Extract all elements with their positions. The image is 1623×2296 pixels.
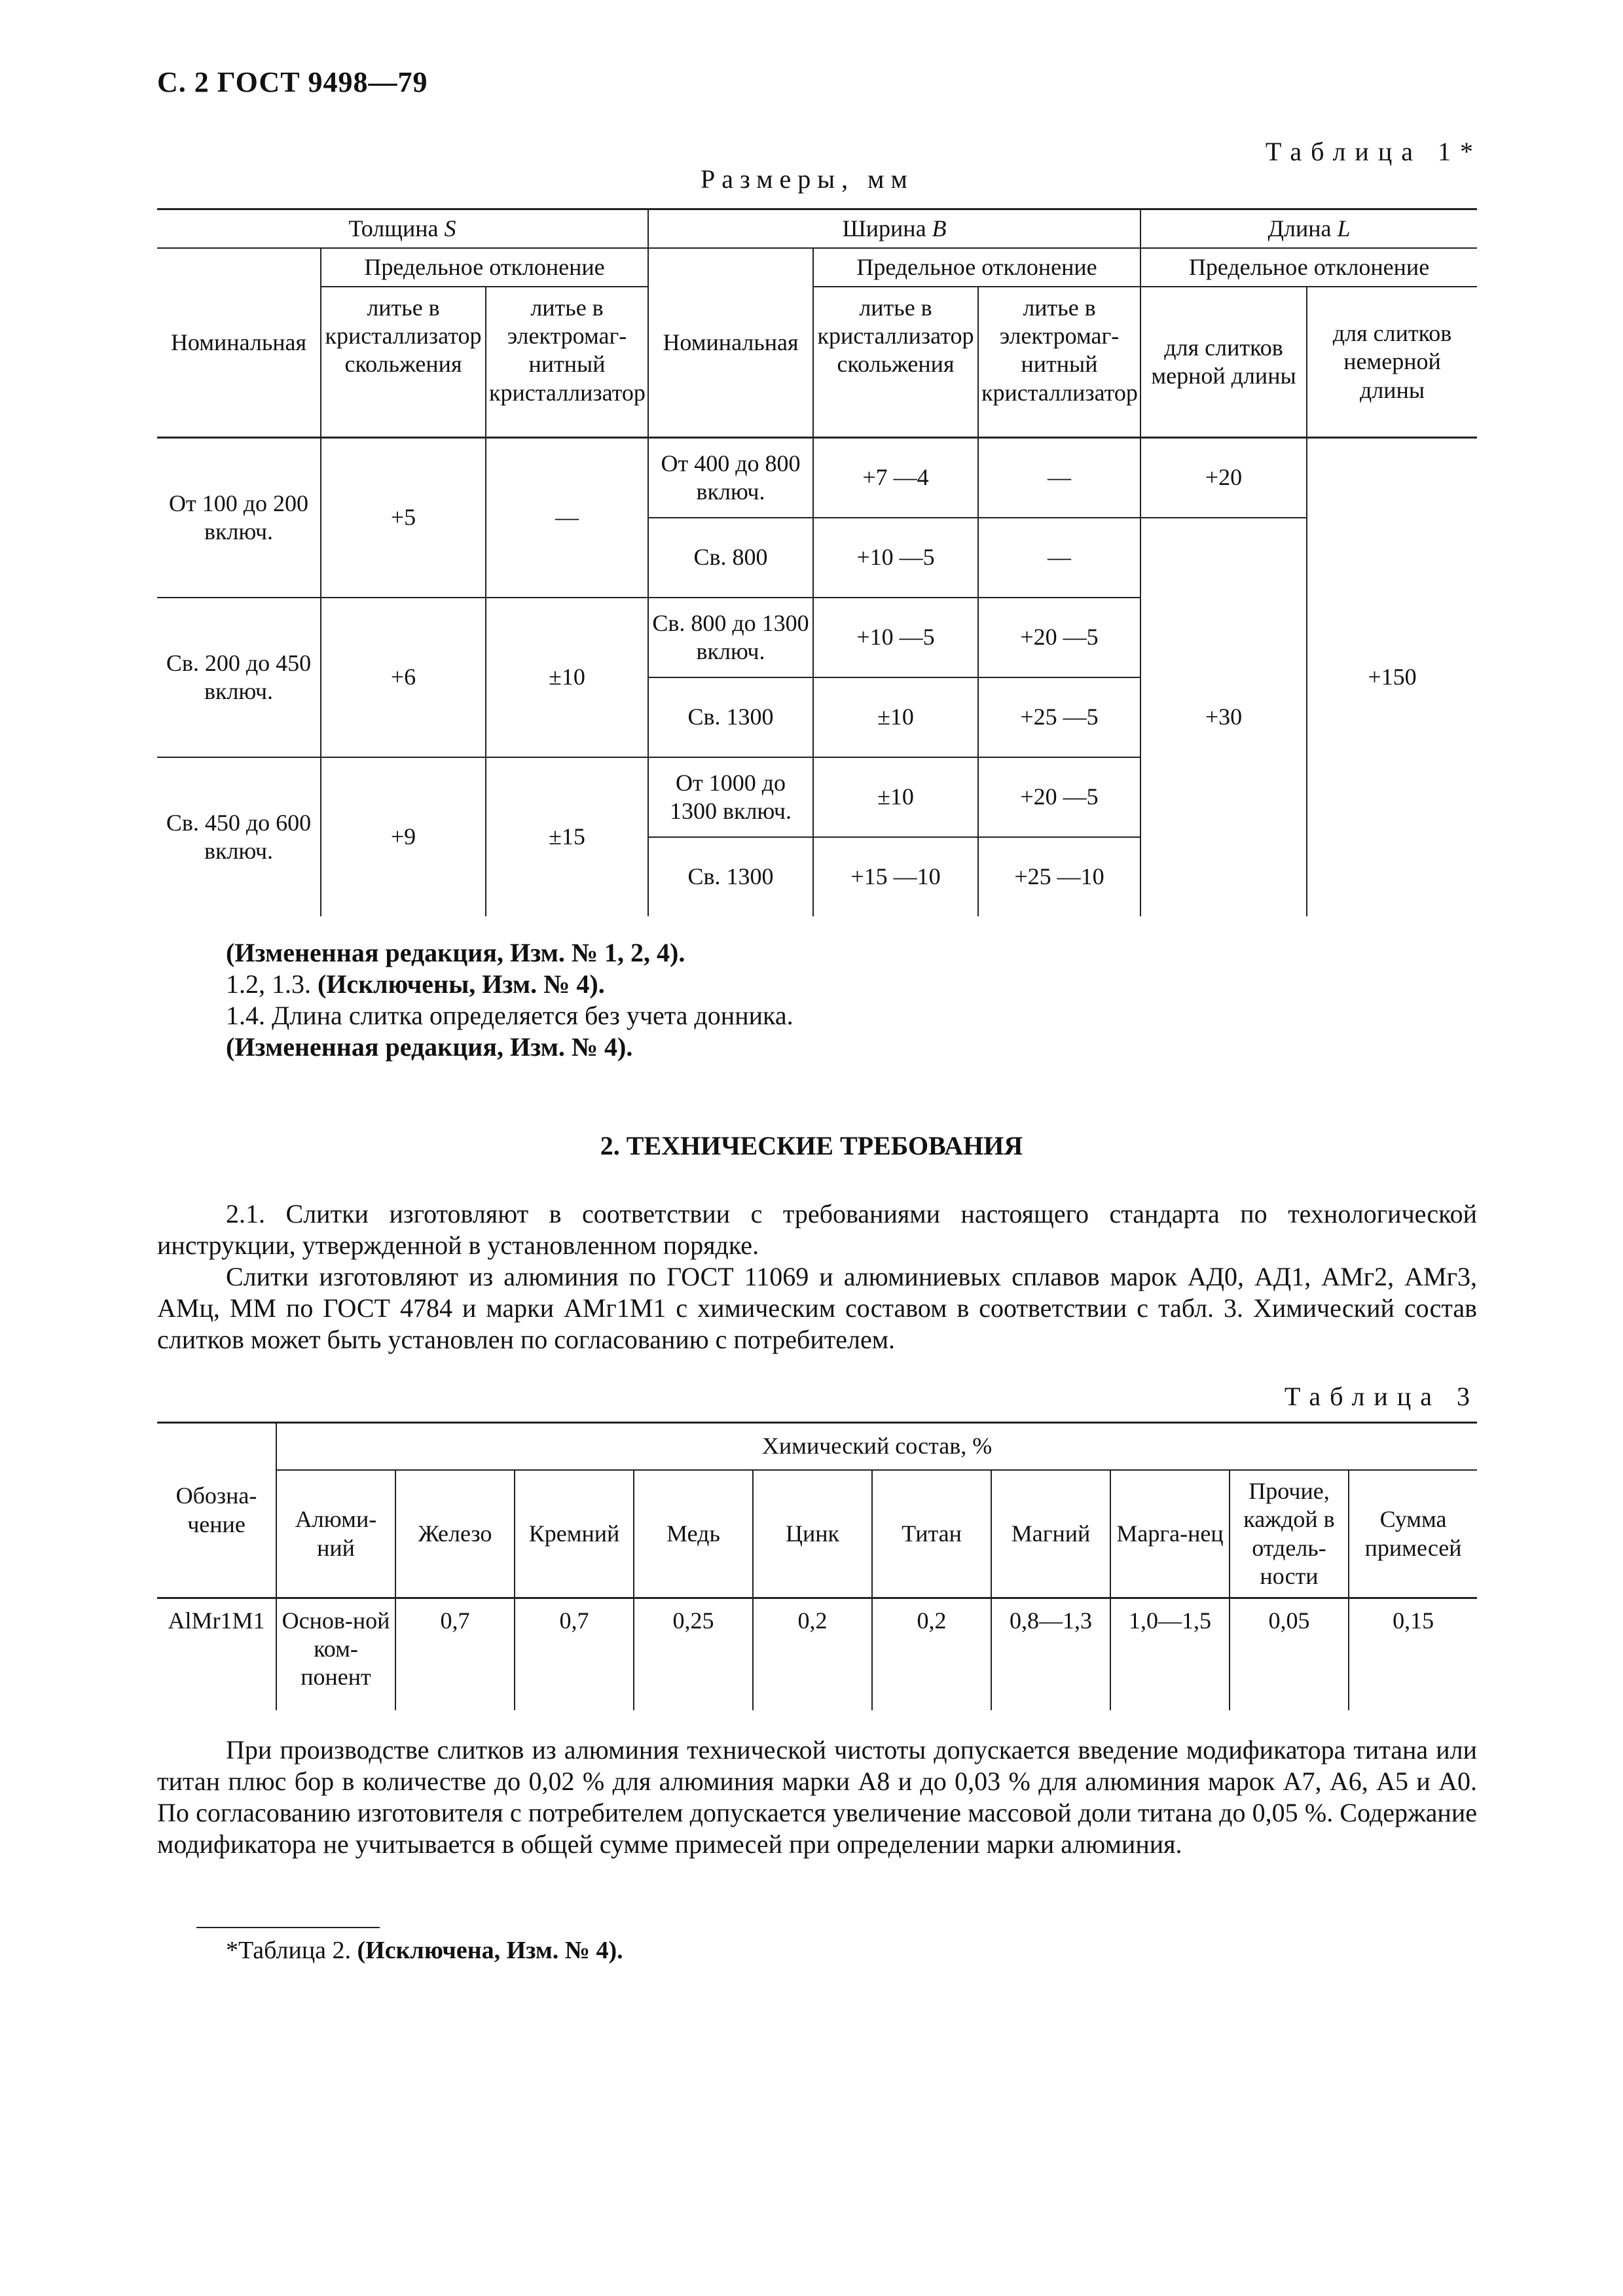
table-chemical-composition bbox=[157, 1422, 1477, 1710]
thickness-slip-2: +6 bbox=[321, 598, 486, 757]
cu-header: Медь bbox=[634, 1470, 753, 1598]
table3-caption: Таблица 3 bbox=[1284, 1382, 1479, 1411]
requirements-text bbox=[157, 1198, 1477, 1355]
table1-caption: Таблица 1* bbox=[1265, 137, 1482, 166]
total-header: Сумма примесей bbox=[1349, 1470, 1477, 1598]
length-measured-2: +30 bbox=[1140, 518, 1307, 916]
note-length: 1.4. Длина слитка определяется без учета донника. bbox=[226, 1001, 793, 1030]
note-amendment-2: (Измененная редакция, Изм. № 4). bbox=[226, 1032, 633, 1062]
zn-cell: 0,2 bbox=[753, 1598, 872, 1711]
other-header: Прочие, каждой в отдель-ности bbox=[1230, 1470, 1349, 1598]
thickness-header: Толщина S bbox=[157, 209, 648, 249]
width-range-5: От 1000 до 1300 включ. bbox=[648, 757, 813, 837]
notes-block bbox=[157, 937, 1477, 1063]
width-range-1: От 400 до 800 включ. bbox=[648, 438, 813, 518]
footnote: *Таблица 2. (Исключена, Изм. № 4). bbox=[226, 1937, 623, 1964]
width-em-6: +25 —10 bbox=[978, 837, 1140, 916]
composition-header: Химический состав, % bbox=[276, 1423, 1477, 1471]
paragraph-modifier: При производстве слитков из алюминия технической чистоты допускается введение модификатора титана или титан плюс бор в количестве до 0,02 % для алюминия марки А8 и до 0,03 % для алюминия марок А7, А6, А5 и А0. По согласованию изготовителя с потребителем допускается увеличение массовой доли титана до 0,05 %. Содержание модификатора не учитывается в общей сумме примесей при определении марки алюминия. bbox=[157, 1735, 1477, 1859]
fe-header: Железо bbox=[395, 1470, 515, 1598]
width-em-3: +20 —5 bbox=[978, 598, 1140, 677]
total-cell: 0,15 bbox=[1349, 1598, 1477, 1711]
thickness-em-2: ±10 bbox=[486, 598, 648, 757]
thickness-em-casting-header: литье в электромаг-нитный кристаллизатор bbox=[486, 287, 648, 438]
length-measured-1: +20 bbox=[1140, 438, 1307, 518]
width-em-1: — bbox=[978, 438, 1140, 518]
grade-cell: AlMr1M1 bbox=[157, 1598, 276, 1711]
mn-cell: 1,0—1,5 bbox=[1110, 1598, 1230, 1711]
width-range-6: Св. 1300 bbox=[648, 837, 813, 916]
thickness-range-1: От 100 до 200 включ. bbox=[157, 438, 321, 598]
length-header: Длина L bbox=[1140, 209, 1477, 249]
width-em-4: +25 —5 bbox=[978, 677, 1140, 757]
width-slip-5: ±10 bbox=[813, 757, 978, 837]
width-nominal-header: Номинальная bbox=[648, 248, 813, 438]
thickness-nominal-header: Номинальная bbox=[157, 248, 321, 438]
width-range-3: Св. 800 до 1300 включ. bbox=[648, 598, 813, 677]
si-header: Кремний bbox=[515, 1470, 634, 1598]
width-slip-3: +10 —5 bbox=[813, 598, 978, 677]
width-header: Ширина B bbox=[648, 209, 1140, 249]
width-slip-4: ±10 bbox=[813, 677, 978, 757]
thickness-slip-1: +5 bbox=[321, 438, 486, 598]
width-slip-casting-header: литье в кристаллизатор скольжения bbox=[813, 287, 978, 438]
length-measured-header: для слитков мерной длины bbox=[1140, 287, 1307, 438]
fe-cell: 0,7 bbox=[395, 1598, 515, 1711]
width-limit-dev-header: Предельное отклонение bbox=[813, 248, 1140, 287]
modifier-text bbox=[157, 1734, 1477, 1860]
width-em-2: — bbox=[978, 518, 1140, 598]
width-slip-1: +7 —4 bbox=[813, 438, 978, 518]
length-limit-dev-header: Предельное отклонение bbox=[1140, 248, 1477, 287]
length-unmeasured: +150 bbox=[1307, 438, 1477, 917]
page-header: С. 2 ГОСТ 9498—79 bbox=[157, 66, 428, 98]
designation-header: Обозна-чение bbox=[157, 1423, 276, 1598]
width-em-5: +20 —5 bbox=[978, 757, 1140, 837]
footnote-divider bbox=[196, 1927, 380, 1928]
thickness-range-2: Св. 200 до 450 включ. bbox=[157, 598, 321, 757]
thickness-slip-casting-header: литье в кристаллизатор скольжения bbox=[321, 287, 486, 438]
thickness-slip-3: +9 bbox=[321, 757, 486, 916]
length-unmeasured-header: для слитков немерной длины bbox=[1307, 287, 1477, 438]
cu-cell: 0,25 bbox=[634, 1598, 753, 1711]
al-cell: Основ-ной ком-понент bbox=[276, 1598, 395, 1711]
thickness-em-1: — bbox=[486, 438, 648, 598]
mg-header: Магний bbox=[991, 1470, 1110, 1598]
mn-header: Марга-нец bbox=[1110, 1470, 1230, 1598]
other-cell: 0,05 bbox=[1230, 1598, 1349, 1711]
table1-units: Размеры, мм bbox=[701, 164, 914, 194]
width-slip-6: +15 —10 bbox=[813, 837, 978, 916]
paragraph-alloys: Слитки изготовляют из алюминия по ГОСТ 11069 и алюминиевых сплавов марок АД0, АД1, АМг2, АМг3, АМц, ММ по ГОСТ 4784 и марки АМг1М1 с химическим составом в соответствии с табл. 3. Химический состав слитков может быть установлен по согласованию с потребителем. bbox=[157, 1262, 1477, 1354]
paragraph-2-1: 2.1. Слитки изготовляют в соответствии с требованиями настоящего стандарта по технологической инструкции, утвержденной в установленном порядке. bbox=[157, 1199, 1477, 1260]
width-slip-2: +10 —5 bbox=[813, 518, 978, 598]
si-cell: 0,7 bbox=[515, 1598, 634, 1711]
note-excluded: 1.2, 1.3. (Исключены, Изм. № 4). bbox=[226, 969, 605, 999]
section-title: 2. ТЕХНИЧЕСКИЕ ТРЕБОВАНИЯ bbox=[600, 1131, 1023, 1160]
width-range-4: Св. 1300 bbox=[648, 677, 813, 757]
ti-cell: 0,2 bbox=[872, 1598, 991, 1711]
thickness-range-3: Св. 450 до 600 включ. bbox=[157, 757, 321, 916]
width-em-casting-header: литье в электромаг-нитный кристаллизатор bbox=[978, 287, 1140, 438]
mg-cell: 0,8—1,3 bbox=[991, 1598, 1110, 1711]
width-range-2: Св. 800 bbox=[648, 518, 813, 598]
thickness-em-3: ±15 bbox=[486, 757, 648, 916]
note-amendment-1: (Измененная редакция, Изм. № 1, 2, 4). bbox=[226, 938, 685, 967]
ti-header: Титан bbox=[872, 1470, 991, 1598]
zn-header: Цинк bbox=[753, 1470, 872, 1598]
al-header: Алюми-ний bbox=[276, 1470, 395, 1598]
table-dimensions bbox=[157, 208, 1477, 916]
thickness-limit-dev-header: Предельное отклонение bbox=[321, 248, 648, 287]
